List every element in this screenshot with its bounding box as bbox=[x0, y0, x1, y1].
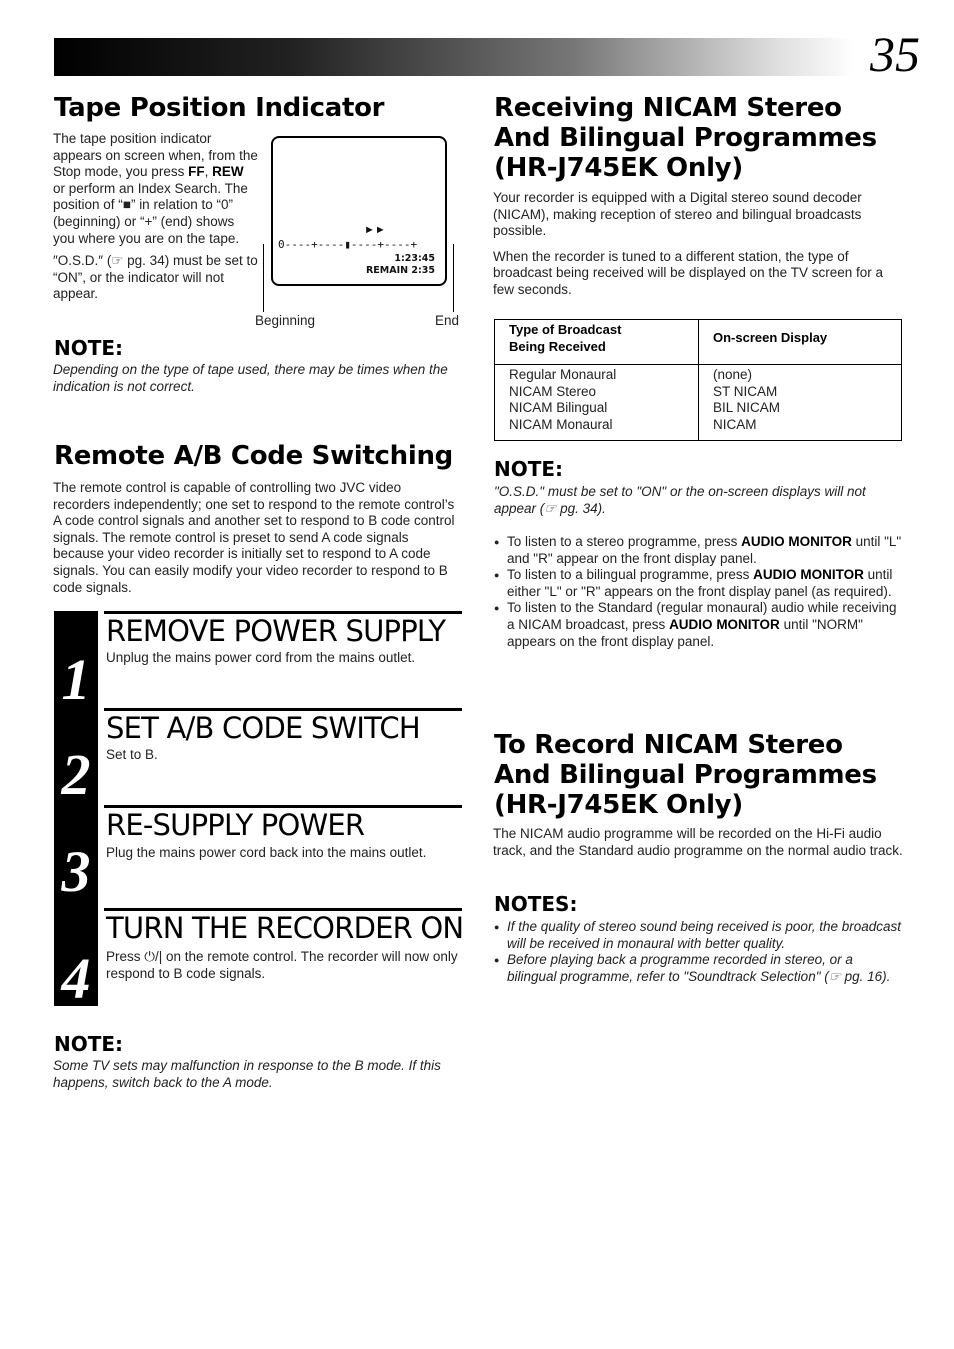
nicam-receive-body bbox=[493, 190, 905, 308]
table-row-display: (none) bbox=[713, 367, 753, 382]
remote-note-text: Some TV sets may malfunction in response to the B mode. If this happens, switch back to the A mode. bbox=[53, 1058, 441, 1090]
table-display-cell bbox=[699, 365, 902, 441]
table-row-display: BIL NICAM bbox=[713, 400, 781, 416]
step-2-title: SET A/B CODE SWITCH bbox=[106, 711, 420, 745]
tape-position-body bbox=[53, 131, 259, 312]
nicam-note-text: "O.S.D." must be set to "ON" or the on-screen displays will not appear (☞ pg. 34). bbox=[494, 484, 866, 516]
steps-number-bar bbox=[54, 611, 98, 1011]
page-number: 35 bbox=[870, 26, 920, 82]
step-1-description: Unplug the mains power cord from the mains outlet. bbox=[106, 650, 416, 665]
step-2-description: Set to B. bbox=[106, 747, 158, 762]
step-3-title: RE-SUPPLY POWER bbox=[106, 808, 365, 842]
end-label: End bbox=[435, 313, 460, 328]
step-3-description: Plug the mains power cord back into the mains outlet. bbox=[106, 845, 427, 860]
table-type-cell bbox=[495, 365, 699, 441]
nicam-receive-heading: Receiving NICAM Stereo And Bilingual Programmes (HR-J745EK Only) bbox=[494, 93, 877, 183]
remote-ab-heading: Remote A/B Code Switching bbox=[54, 441, 453, 471]
nicam-receive-paragraph-1: Your recorder is equipped with a Digital stereo sound decoder (NICAM), making reception of stereo and bilingual broadcasts possible. bbox=[493, 190, 862, 239]
nicam-record-notes-list bbox=[494, 919, 906, 985]
table-header-display: On-screen Display bbox=[713, 330, 828, 345]
table-row-type: NICAM Stereo bbox=[509, 383, 597, 399]
step-2-number: 2 bbox=[61, 742, 91, 807]
table-row-type: Regular Monaural bbox=[509, 367, 617, 382]
tape-position-bar: 0----+----▮----+----+ bbox=[278, 238, 418, 251]
step-4-title: TURN THE RECORDER ON bbox=[106, 911, 464, 945]
audio-monitor-list bbox=[494, 534, 904, 650]
table-body-row bbox=[495, 365, 902, 441]
tape-position-paragraph-1: The tape position indicator appears on screen when, from the Stop mode, you press FF, REW or perform an Index Search. The position of “■” in relation to “0” (beginning) or “+” (end) shows you where you are on the tape. bbox=[53, 131, 258, 246]
header-bar bbox=[54, 38, 854, 76]
table-header-type: Type of Broadcast Being Received bbox=[495, 320, 699, 365]
nicam-receive-paragraph-2: When the recorder is tuned to a different station, the type of broadcast being received will be displayed on the TV screen for a few seconds. bbox=[493, 248, 883, 297]
osd-counter bbox=[360, 253, 435, 277]
step-1-title: REMOVE POWER SUPPLY bbox=[106, 614, 446, 648]
step-4-number: 4 bbox=[61, 946, 91, 1011]
remote-ab-body: The remote control is capable of controlling two JVC video recorders independently; one set to respond to the remote control’s A code control signals and another set to respond to B code control signals. The remote control is preset to send A code signals because your video recorder is initially set to respond to A code signals. You can easily modify your video recorder to respond to B code signals. bbox=[53, 480, 455, 595]
nicam-record-heading: To Record NICAM Stereo And Bilingual Programmes (HR-J745EK Only) bbox=[494, 730, 877, 820]
nicam-note-heading: NOTE: bbox=[494, 457, 564, 481]
remote-note-heading: NOTE: bbox=[54, 1032, 124, 1056]
list-item: ● Before playing back a programme recorded in stereo, or a bilingual programme, refer to "Soundtrack Selection" (☞ pg. 16). bbox=[494, 952, 906, 985]
list-item: ● To listen to a stereo programme, press AUDIO MONITOR until "L" and "R" appear on the front display panel. bbox=[494, 534, 904, 567]
osd-remain: REMAIN 2:35 bbox=[365, 265, 435, 276]
beginning-pointer-line bbox=[263, 244, 264, 312]
table-header-row bbox=[495, 320, 902, 365]
tape-note-heading: NOTE: bbox=[54, 336, 124, 360]
step-4-description: Press ⏻/| on the remote control. The recorder will now only respond to B code signals. bbox=[106, 949, 458, 981]
table-row-type: NICAM Bilingual bbox=[509, 400, 608, 416]
tape-position-heading: Tape Position Indicator bbox=[54, 93, 385, 123]
broadcast-display-table bbox=[494, 319, 902, 441]
table-row-display: ST NICAM bbox=[713, 383, 778, 399]
nicam-record-body: The NICAM audio programme will be recorded on the Hi-Fi audio track, and the Standard audio programme on the normal audio track. bbox=[493, 826, 903, 858]
fast-forward-icon: ►► bbox=[364, 224, 386, 236]
step-1-number: 1 bbox=[61, 647, 91, 712]
nicam-record-notes-heading: NOTES: bbox=[494, 892, 578, 916]
tape-position-paragraph-2: ″O.S.D.″ (☞ pg. 34) must be set to “ON”, or the indicator will not appear. bbox=[53, 253, 258, 302]
power-icon: ⏻/| bbox=[144, 949, 163, 964]
table-row-type: NICAM Monaural bbox=[509, 416, 613, 432]
beginning-label: Beginning bbox=[255, 313, 316, 328]
table-row-display: NICAM bbox=[713, 416, 757, 432]
end-pointer-line bbox=[453, 244, 454, 312]
list-item: ● To listen to the Standard (regular monaural) audio while receiving a NICAM broadcast, press AUDIO MONITOR until "NORM" appears on the front display panel. bbox=[494, 600, 904, 650]
list-item: ● To listen to a bilingual programme, press AUDIO MONITOR until either "L" or "R" appears on the front display panel (as required). bbox=[494, 567, 904, 600]
list-item: ● If the quality of stereo sound being received is poor, the broadcast will be received in monaural with better quality. bbox=[494, 919, 906, 952]
step-3-number: 3 bbox=[61, 839, 91, 904]
tape-note-text: Depending on the type of tape used, there may be times when the indication is not correct. bbox=[53, 362, 448, 394]
osd-time: 1:23:45 bbox=[394, 253, 435, 264]
